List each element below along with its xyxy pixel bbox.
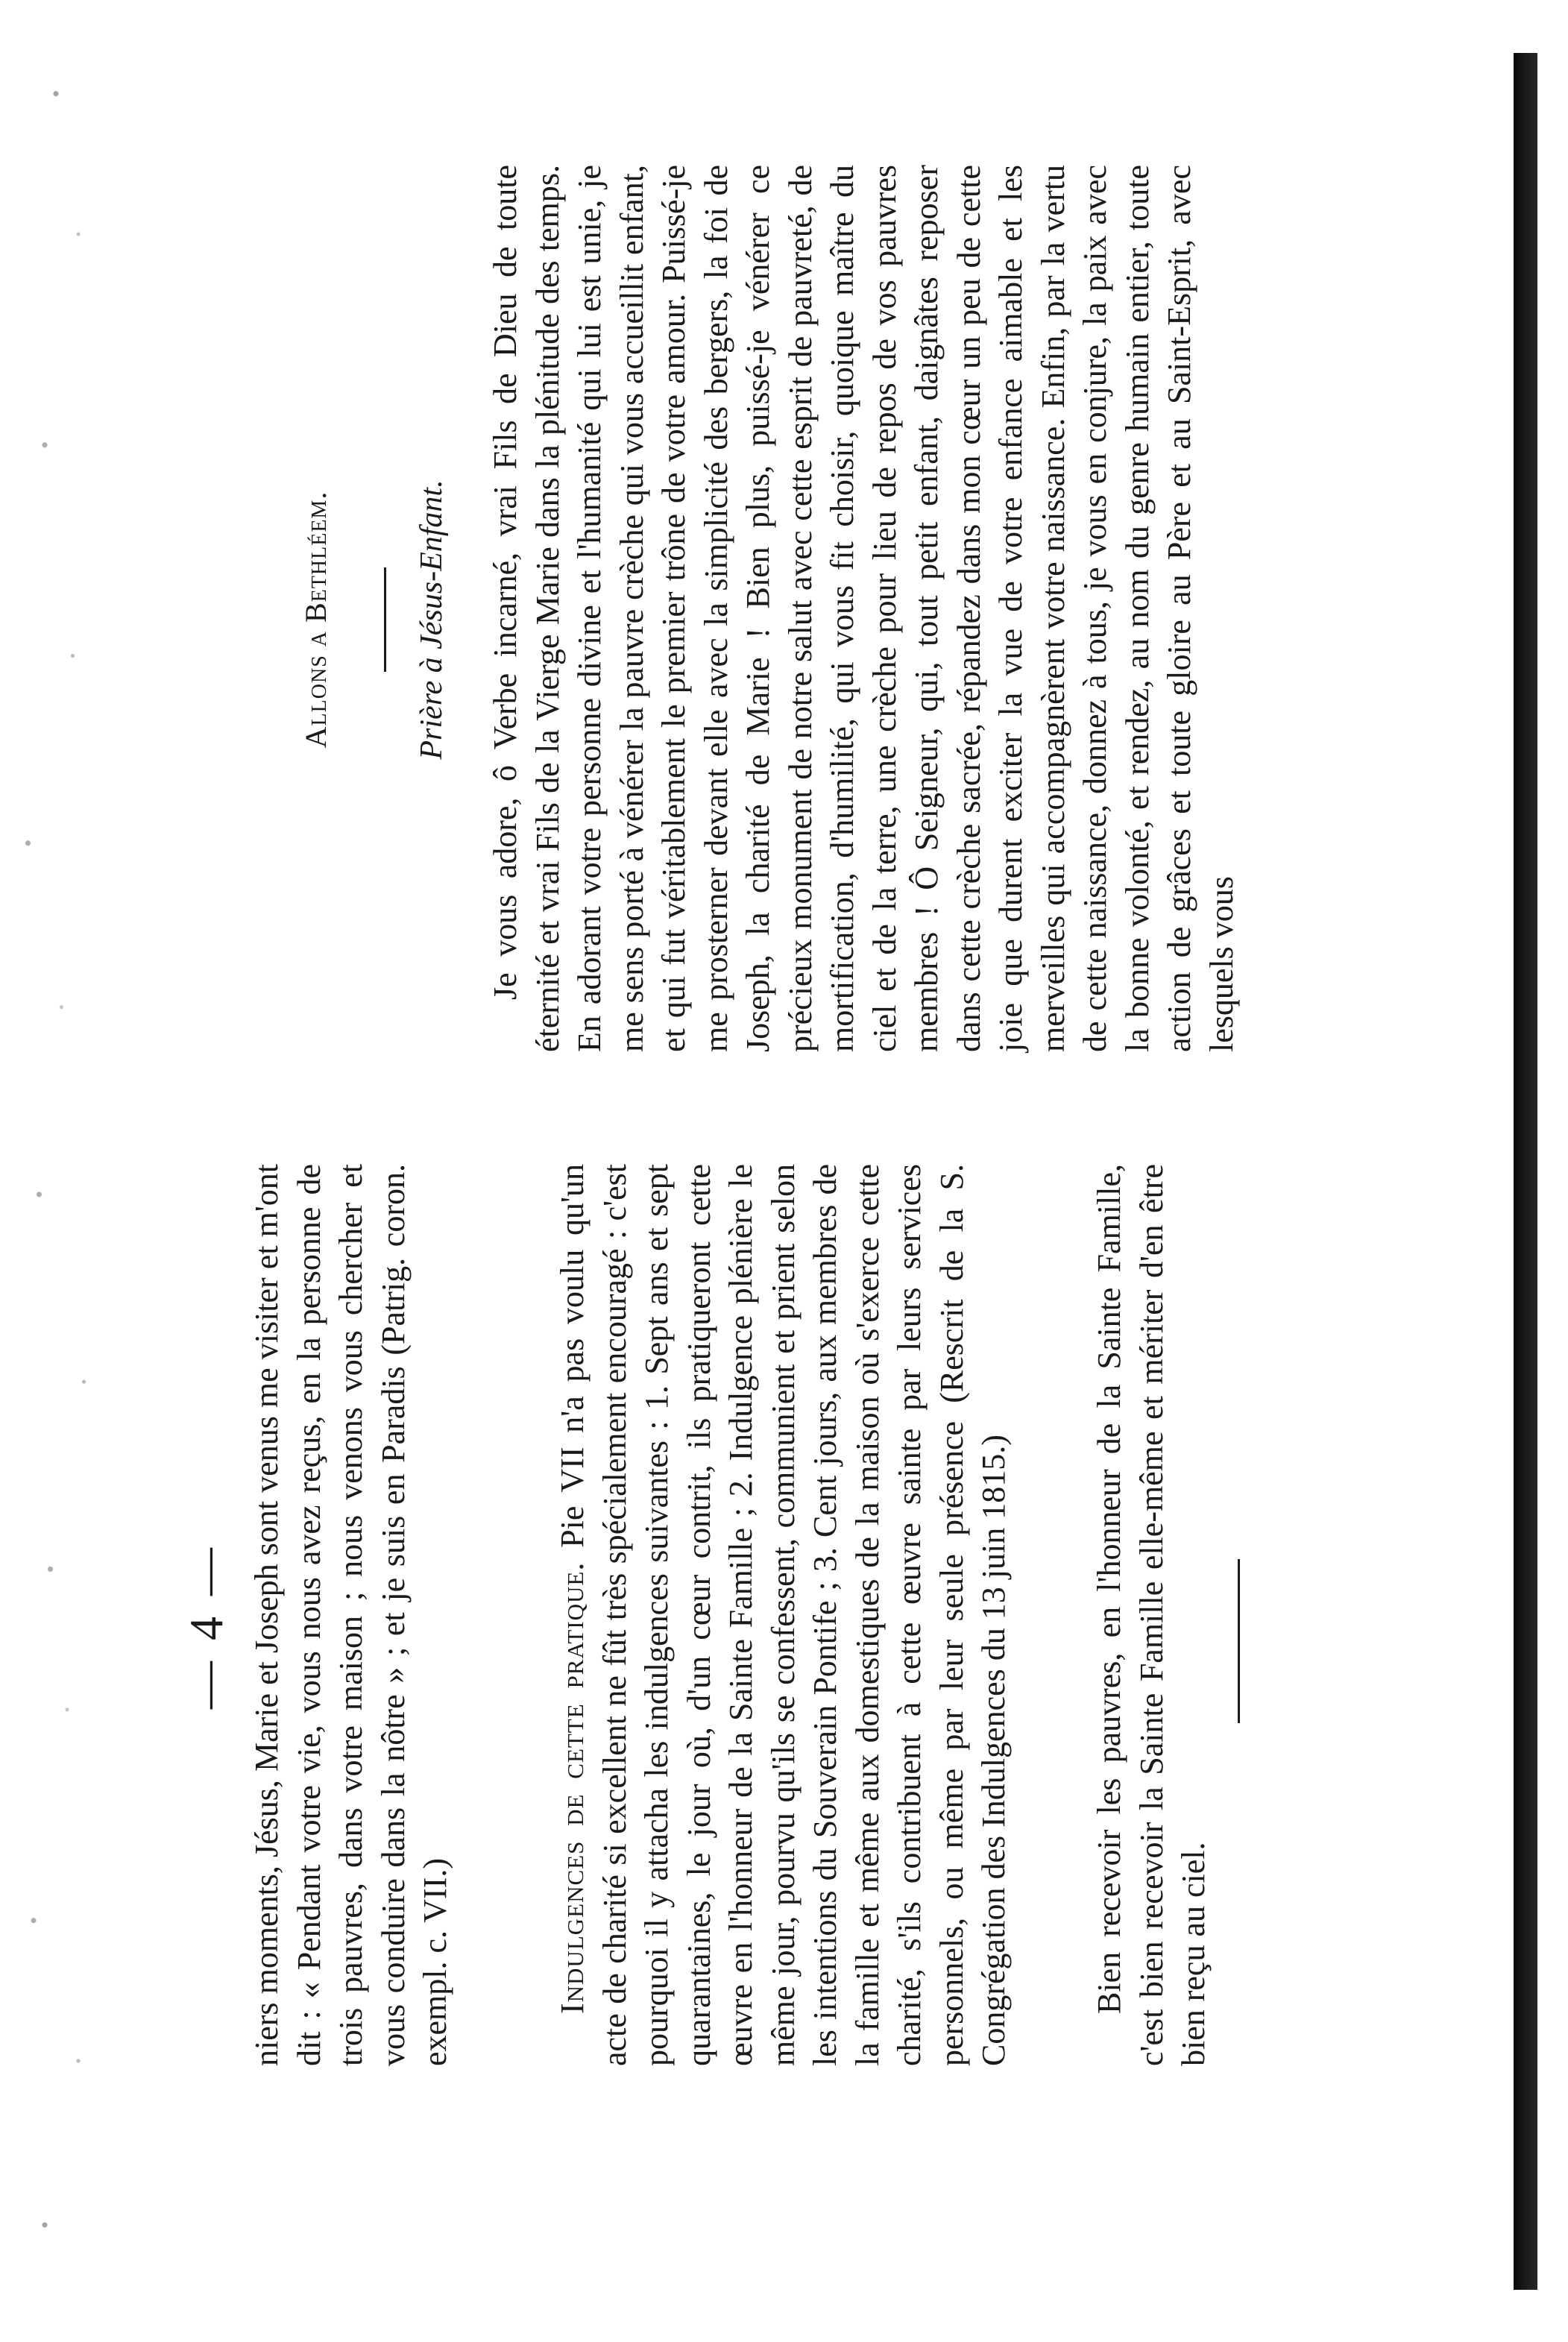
paragraph-text: niers moments, Jésus, Marie et Joseph sont venus me visiter et m'ont dit : « Pendant votre vie, vous nous avez reçus, en la personne de trois pauvres, dans votre maison ; nous venons vous chercher et vous conduire dans la nôtre » ; et je suis en Paradis (Patrig. coron. exempl. c. VII.) [248, 1164, 453, 2066]
paragraph-text: Bien recevoir les pauvres, en l'honneur de la Sainte Famille, c'est bien recevoir la Sainte Famille elle-même et mériter d'en être bien reçu au ciel. [1091, 1164, 1212, 2066]
prayer-subtitle: Prière à Jésus-Enfant. [415, 479, 449, 760]
prayer-body [485, 165, 1243, 1052]
left-paragraph-1 [246, 1164, 457, 2066]
right-page [0, 120, 1568, 1119]
prayer-text: Je vous adore, ô Verbe incarné, vrai Fils de Dieu de toute éternité et vrai Fils de la Vierge Marie dans la plénitude des temps. En adorant votre personne divine et l'humanité qui lui est unie, je me sens porté à vénérer la pauvre crèche qui vous accueillit enfant, et qui fut véritablement le premier trône de votre amour. Puissé-je me prosterner devant elle avec la simplicité des bergers, la foi de Joseph, la charité de Marie ! Bien plus, puissé-je vénérer ce précieux monument de notre salut avec cette esprit de pauvreté, de mortification, d'humilité, qui vous fit choisir, quoique maître du ciel et de la terre, une crèche pour lieu de repos de vos pauvres membres ! Ô Seigneur, qui, tout petit enfant, daignâtes reposer dans cette crèche sacrée, répandez dans mon cœur un peu de cette joie que durent exciter la vue de votre enfance aimable et les merveilles qui accompagnèrent votre naissance. Enfin, par la vertu de cette naissance, donnez à tous, je vous en conjure, la paix avec la bonne volonté, et rendez, au nom du genre humain entier, toute action de grâces et toute gloire au Père et au Saint-Esprit, avec lesquels vous [487, 165, 1240, 1052]
page-number: — 4 — [180, 1543, 233, 1709]
paragraph-heading: Indulgences de cette pratique. [554, 1561, 591, 2014]
left-paragraph-3 [1089, 1164, 1215, 2066]
left-page [0, 1119, 1568, 2133]
section-title: Allons a Bethléem. [299, 491, 333, 749]
title-rule [384, 567, 386, 672]
paragraph-text: Pie VII n'a pas voulu qu'un acte de charité si excellent ne fût très spécialement encouragé : c'est pourquoi il y attacha les indulgences suivantes : 1. Sept ans et sept quarantaines, le jour où, d'un cœur contrit, ils pratiqueront cette œuvre en l'honneur de la Sainte Famille ; 2. Indulgence plénière le même jour, pourvu qu'ils se confessent, communient et prient selon les intentions du Souverain Pontife ; 3. Cent jours, aux membres de la famille et même aux domestiques de la maison où s'exerce cette charité, s'ils contribuent à cette œuvre sainte par leurs services personnels, ou même par leur seule présence (Rescrit de la S. Congrégation des Indulgences du 13 juin 1815.) [554, 1164, 1012, 2066]
left-paragraph-2 [552, 1164, 1016, 2066]
paragraph-indulgences [552, 1164, 1016, 2066]
separator-rule [1238, 1559, 1240, 1723]
